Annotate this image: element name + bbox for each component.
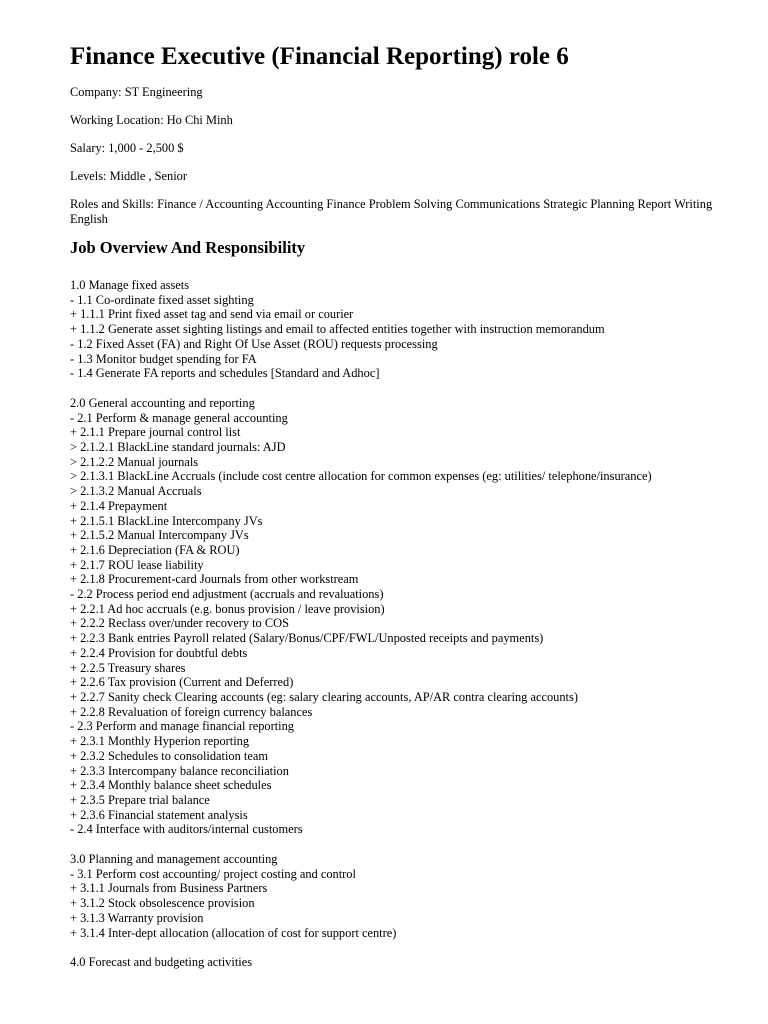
responsibility-line: + 2.2.6 Tax provision (Current and Deferred) [70, 675, 294, 690]
levels-line: Levels: Middle , Senior [70, 169, 188, 183]
responsibility-line: + 3.1.1 Journals from Business Partners [70, 881, 268, 896]
responsibility-line: - 2.1 Perform & manage general accounting [70, 410, 288, 425]
responsibility-line: + 2.3.6 Financial statement analysis [70, 807, 248, 822]
responsibility-line: + 2.3.2 Schedules to consolidation team [70, 748, 268, 763]
responsibility-line: > 2.1.3.2 Manual Accruals [70, 484, 202, 499]
responsibility-line: - 2.4 Interface with auditors/internal customers [70, 822, 303, 837]
responsibility-line: + 2.2.8 Revaluation of foreign currency balances [70, 704, 313, 719]
responsibility-line: + 2.1.6 Depreciation (FA & ROU) [70, 542, 240, 557]
responsibility-line: + 2.1.5.2 Manual Intercompany JVs [70, 528, 249, 543]
responsibility-line: + 2.2.5 Treasury shares [70, 660, 186, 675]
responsibility-section [70, 852, 740, 940]
responsibility-line: > 2.1.2.2 Manual journals [70, 454, 199, 469]
responsibility-line: + 1.1.1 Print fixed asset tag and send via email or courier [70, 307, 354, 322]
responsibility-line: > 2.1.3.1 BlackLine Accruals (include cost centre allocation for common expenses (eg: utilities/ telephone/insurance) [70, 469, 652, 484]
location-line: Working Location: Ho Chi Minh [70, 113, 233, 127]
responsibility-line: + 2.1.5.1 BlackLine Intercompany JVs [70, 513, 263, 528]
responsibility-list [70, 278, 740, 970]
overview-heading: Job Overview And Responsibility [70, 238, 306, 257]
responsibility-line: + 2.3.1 Monthly Hyperion reporting [70, 734, 250, 749]
responsibility-line: + 2.1.1 Prepare journal control list [70, 425, 241, 440]
responsibility-line: + 2.2.4 Provision for doubtful debts [70, 645, 248, 660]
responsibility-line: > 2.1.2.1 BlackLine standard journals: AJD [70, 440, 286, 455]
responsibility-line: + 2.3.5 Prepare trial balance [70, 792, 210, 807]
responsibility-line: + 2.2.7 Sanity check Clearing accounts (eg: salary clearing accounts, AP/AR contra clearing accounts) [70, 689, 578, 704]
responsibility-line: 1.0 Manage fixed assets [70, 278, 190, 292]
responsibility-line: + 2.3.4 Monthly balance sheet schedules [70, 778, 272, 793]
responsibility-line: + 2.1.8 Procurement-card Journals from other workstream [70, 572, 359, 587]
responsibility-line: 4.0 Forecast and budgeting activities [70, 955, 253, 970]
responsibility-line: - 1.3 Monitor budget spending for FA [70, 351, 257, 366]
responsibility-line: + 2.2.3 Bank entries Payroll related (Salary/Bonus/CPF/FWL/Unposted receipts and payments) [70, 631, 544, 646]
responsibility-line: - 2.2 Process period end adjustment (accruals and revaluations) [70, 587, 384, 602]
responsibility-line: + 2.1.7 ROU lease liability [70, 557, 204, 572]
responsibility-line: - 1.2 Fixed Asset (FA) and Right Of Use Asset (ROU) requests processing [70, 336, 438, 351]
responsibility-line: - 1.1 Co-ordinate fixed asset sighting [70, 292, 254, 307]
job-title: Finance Executive (Financial Reporting) role 6 [70, 43, 569, 70]
responsibility-line: + 3.1.3 Warranty provision [70, 910, 204, 925]
responsibility-line: + 3.1.2 Stock obsolescence provision [70, 896, 255, 911]
company-line: Company: ST Engineering [70, 85, 203, 99]
responsibility-line: - 3.1 Perform cost accounting/ project costing and control [70, 866, 356, 881]
responsibility-section [70, 955, 740, 970]
roles-skills-line: Roles and Skills: Finance / Accounting Accounting Finance Problem Solving Communications Strategic Planning Report Writing English [70, 197, 713, 226]
responsibility-line: + 2.2.1 Ad hoc accruals (e.g. bonus provision / leave provision) [70, 601, 385, 616]
responsibility-line: + 1.1.2 Generate asset sighting listings and email to affected entities together with instruction memorandum [70, 322, 605, 337]
responsibility-line: + 2.3.3 Intercompany balance reconciliation [70, 763, 289, 778]
responsibility-line: + 2.1.4 Prepayment [70, 498, 168, 513]
job-posting [70, 42, 740, 985]
responsibility-line: + 3.1.4 Inter-dept allocation (allocation of cost for support centre) [70, 925, 397, 940]
salary-line: Salary: 1,000 - 2,500 $ [70, 141, 184, 155]
responsibility-line: 3.0 Planning and management accounting [70, 852, 278, 867]
responsibility-line: - 2.3 Perform and manage financial reporting [70, 719, 294, 734]
responsibility-section [70, 278, 740, 381]
responsibility-line: - 1.4 Generate FA reports and schedules [Standard and Adhoc] [70, 366, 380, 381]
responsibility-section [70, 396, 740, 837]
responsibility-line: + 2.2.2 Reclass over/under recovery to COS [70, 616, 289, 631]
responsibility-line: 2.0 General accounting and reporting [70, 395, 255, 410]
